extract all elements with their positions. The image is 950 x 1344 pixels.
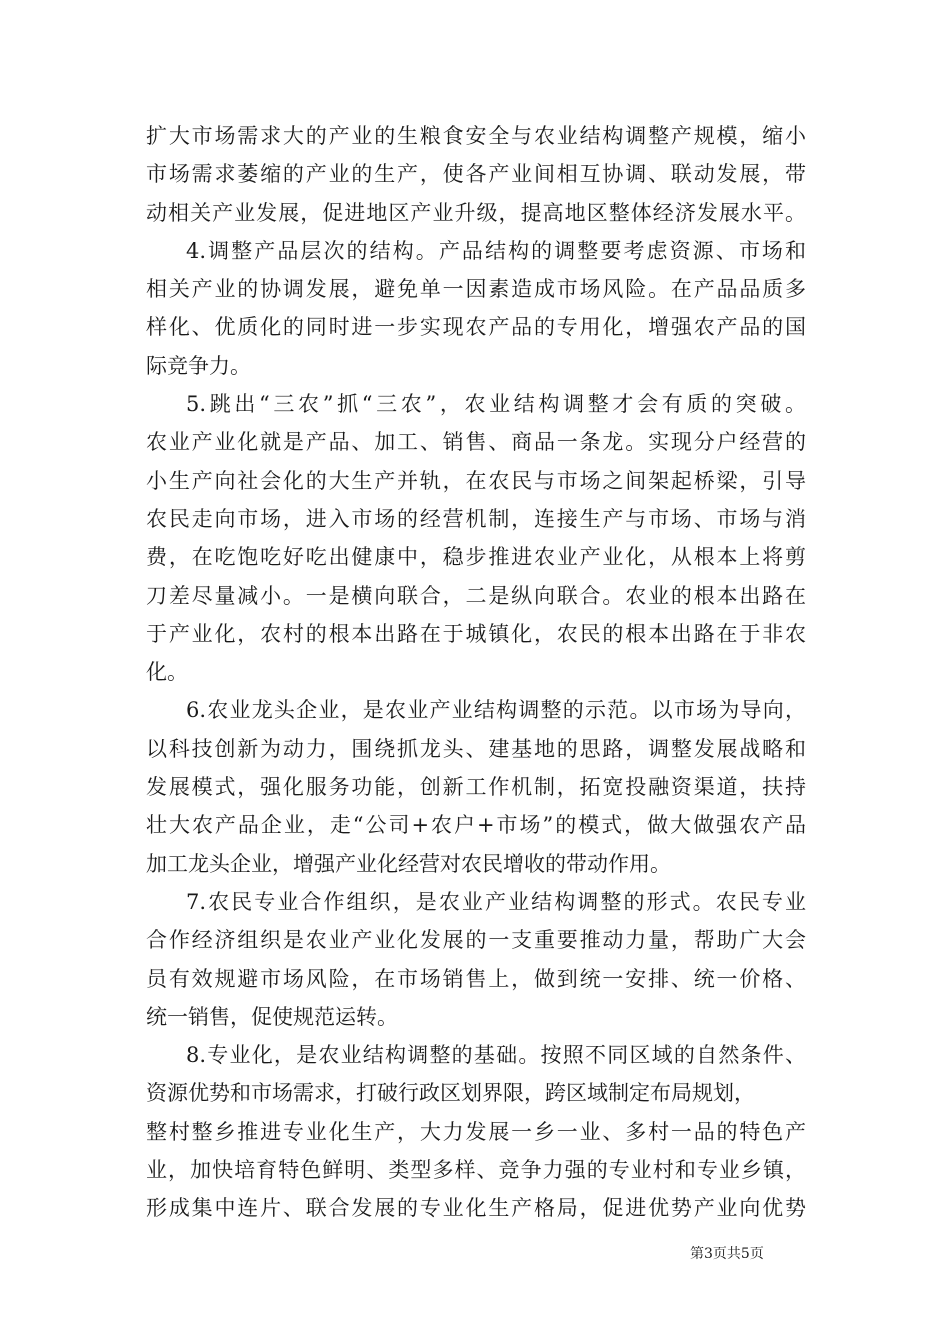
- text-line: 际竞争力。: [146, 353, 251, 378]
- text-line: 以科技创新为动力，围绕抓龙头、建基地的思路，调整发展战略和: [146, 736, 806, 761]
- text-line: 刀差尽量减小。一是横向联合，二是纵向联合。农业的根本出路在: [146, 583, 806, 608]
- text-line: 小生产向社会化的大生产并轨，在农民与市场之间架起桥梁，引导: [146, 468, 806, 493]
- text-line: 市场需求萎缩的产业的生产，使各产业间相互协调、联动发展，带: [146, 162, 806, 187]
- text-line: 形成集中连片、联合发展的专业化生产格局，促进优势产业向优势: [146, 1196, 806, 1221]
- paragraph-first-line: 7.农民专业合作组织，是农业产业结构调整的形式。农民专业: [186, 889, 806, 914]
- paragraph-first-line: 5.跳出“三农”抓“三农”，农业结构调整才会有质的突破。: [186, 392, 806, 417]
- text-line: 农业产业化就是产品、加工、销售、商品一条龙。实现分户经营的: [146, 430, 806, 455]
- paragraph-first-line: 4.调整产品层次的结构。产品结构的调整要考虑资源、市场和: [186, 238, 806, 263]
- text-line: 员有效规避市场风险，在市场销售上，做到统一安排、统一价格、: [146, 966, 806, 991]
- text-line: 费，在吃饱吃好吃出健康中，稳步推进农业产业化，从根本上将剪: [146, 545, 806, 570]
- text-line: 发展模式，强化服务功能，创新工作机制，拓宽投融资渠道，扶持: [146, 775, 806, 800]
- text-line: 扩大市场需求大的产业的生粮食安全与农业结构调整产规模，缩小: [146, 124, 806, 148]
- text-line: 业，加快培育特色鲜明、类型多样、竞争力强的专业村和专业乡镇，: [146, 1158, 806, 1183]
- page-number: 第3页共5页: [690, 1246, 764, 1262]
- text-line: 动相关产业发展，促进地区产业升级，提高地区整体经济发展水平。: [146, 200, 806, 225]
- text-line: 统一销售，促使规范运转。: [146, 1004, 398, 1029]
- text-line: 加工龙头企业，增强产业化经营对农民增收的带动作用。: [146, 851, 671, 876]
- paragraph-first-line: 6.农业龙头企业，是农业产业结构调整的示范。以市场为导向，: [186, 698, 806, 723]
- text-line: 资源优势和市场需求，打破行政区划界限，跨区域制定布局规划，: [146, 1081, 755, 1106]
- text-line: 农民走向市场，进入市场的经营机制，连接生产与市场、市场与消: [146, 506, 806, 531]
- text-line: 壮大农产品企业，走“公司+农户+市场”的模式，做大做强农产品: [146, 813, 806, 838]
- text-line: 化。: [146, 660, 188, 685]
- text-line: 合作经济组织是农业产业化发展的一支重要推动力量，帮助广大会: [146, 928, 806, 953]
- paragraph-first-line: 8.专业化，是农业结构调整的基础。按照不同区域的自然条件、: [186, 1043, 806, 1068]
- text-line: 相关产业的协调发展，避免单一因素造成市场风险。在产品品质多: [146, 277, 806, 302]
- text-line: 于产业化，农村的根本出路在于城镇化，农民的根本出路在于非农: [146, 621, 806, 646]
- text-line: 整村整乡推进专业化生产，大力发展一乡一业、多村一品的特色产: [146, 1119, 806, 1144]
- document-body: [146, 117, 806, 1228]
- text-line: 样化、优质化的同时进一步实现农产品的专用化，增强农产品的国: [146, 315, 806, 340]
